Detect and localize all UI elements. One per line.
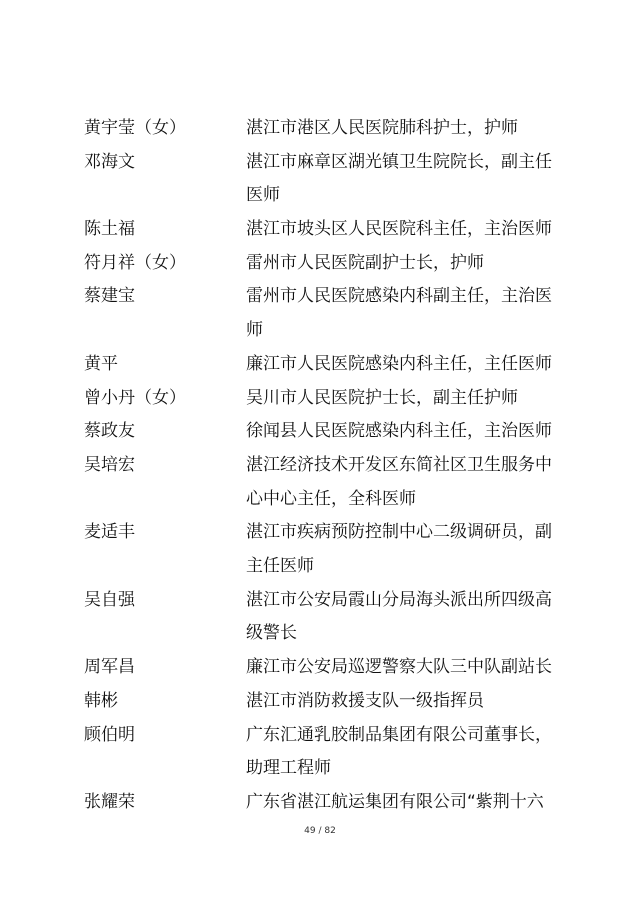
list-item (84, 112, 560, 146)
title-line: 廉江市人民医院感染内科主任，主任医师 (246, 353, 552, 374)
title-line: 雷州市人民医院副护士长，护师 (246, 252, 484, 273)
title-line: 级警长 (246, 623, 297, 644)
list-item (84, 415, 560, 449)
title-line: 湛江市坡头区人民医院科主任，主治医师 (246, 219, 552, 240)
person-name: 麦适丰 (84, 522, 135, 543)
list-item (84, 247, 560, 281)
title-line: 湛江市麻章区湖光镇卫生院院长，副主任 (246, 151, 552, 172)
title-line: 广东汇通乳胶制品集团有限公司董事长， (246, 724, 552, 745)
person-title (246, 280, 558, 347)
person-title (246, 516, 558, 583)
title-line: 廉江市公安局巡逻警察大队三中队副站长 (246, 657, 552, 678)
title-line: 心中心主任，全科医师 (246, 488, 416, 509)
person-title (246, 213, 558, 247)
title-line: 湛江市疾病预防控制中心二级调研员，副 (246, 522, 552, 543)
title-line: 医师 (246, 185, 280, 206)
title-line: 主任医师 (246, 556, 314, 577)
person-name: 黄平 (84, 353, 118, 374)
person-name: 吴自强 (84, 589, 135, 610)
title-line: 雷州市人民医院感染内科副主任，主治医 (246, 286, 552, 307)
title-line: 湛江市港区人民医院肺科护士，护师 (246, 118, 518, 138)
list-item (84, 651, 560, 685)
person-title (246, 348, 558, 382)
person-name: 黄宇莹（女） (84, 118, 186, 138)
list-item (84, 280, 560, 347)
person-name: 吴培宏 (84, 454, 135, 475)
title-line: 湛江市消防救援支队一级指挥员 (246, 690, 484, 711)
person-title (246, 112, 558, 146)
person-name: 顾伯明 (84, 724, 135, 745)
person-title (246, 651, 558, 685)
person-title (246, 247, 558, 281)
person-name: 韩彬 (84, 690, 118, 711)
title-line: 徐闻县人民医院感染内科主任，主治医师 (246, 421, 552, 442)
honoree-list (84, 112, 560, 820)
title-line: 湛江市公安局霞山分局海头派出所四级高 (246, 589, 552, 610)
title-line: 助理工程师 (246, 758, 331, 779)
person-title (246, 415, 558, 449)
list-item (84, 348, 560, 382)
person-name: 蔡政友 (84, 421, 135, 442)
person-title (246, 685, 558, 719)
list-item (84, 786, 560, 820)
list-item (84, 449, 560, 516)
title-line: 吴川市人民医院护士长，副主任护师 (246, 387, 518, 408)
list-item (84, 516, 560, 583)
person-name: 张耀荣 (84, 791, 135, 812)
page-number: 49 / 82 (304, 826, 336, 836)
title-line: 师 (246, 320, 263, 341)
person-name: 陈土福 (84, 219, 135, 240)
person-title (246, 146, 558, 213)
person-title (246, 449, 558, 516)
list-item (84, 584, 560, 651)
person-name: 邓海文 (84, 151, 135, 172)
person-name: 周军昌 (84, 657, 135, 678)
person-title (246, 584, 558, 651)
list-item (84, 685, 560, 719)
list-item (84, 213, 560, 247)
person-name: 符月祥（女） (84, 252, 186, 273)
person-title (246, 382, 558, 416)
list-item (84, 382, 560, 416)
list-item (84, 146, 560, 213)
list-item (84, 719, 560, 786)
person-name: 曾小丹（女） (84, 387, 186, 408)
person-title (246, 719, 558, 786)
person-title (246, 786, 558, 820)
person-name: 蔡建宝 (84, 286, 135, 307)
title-line: 湛江经济技术开发区东简社区卫生服务中 (246, 454, 552, 475)
title-line: 广东省湛江航运集团有限公司“紫荆十六 (246, 791, 544, 812)
